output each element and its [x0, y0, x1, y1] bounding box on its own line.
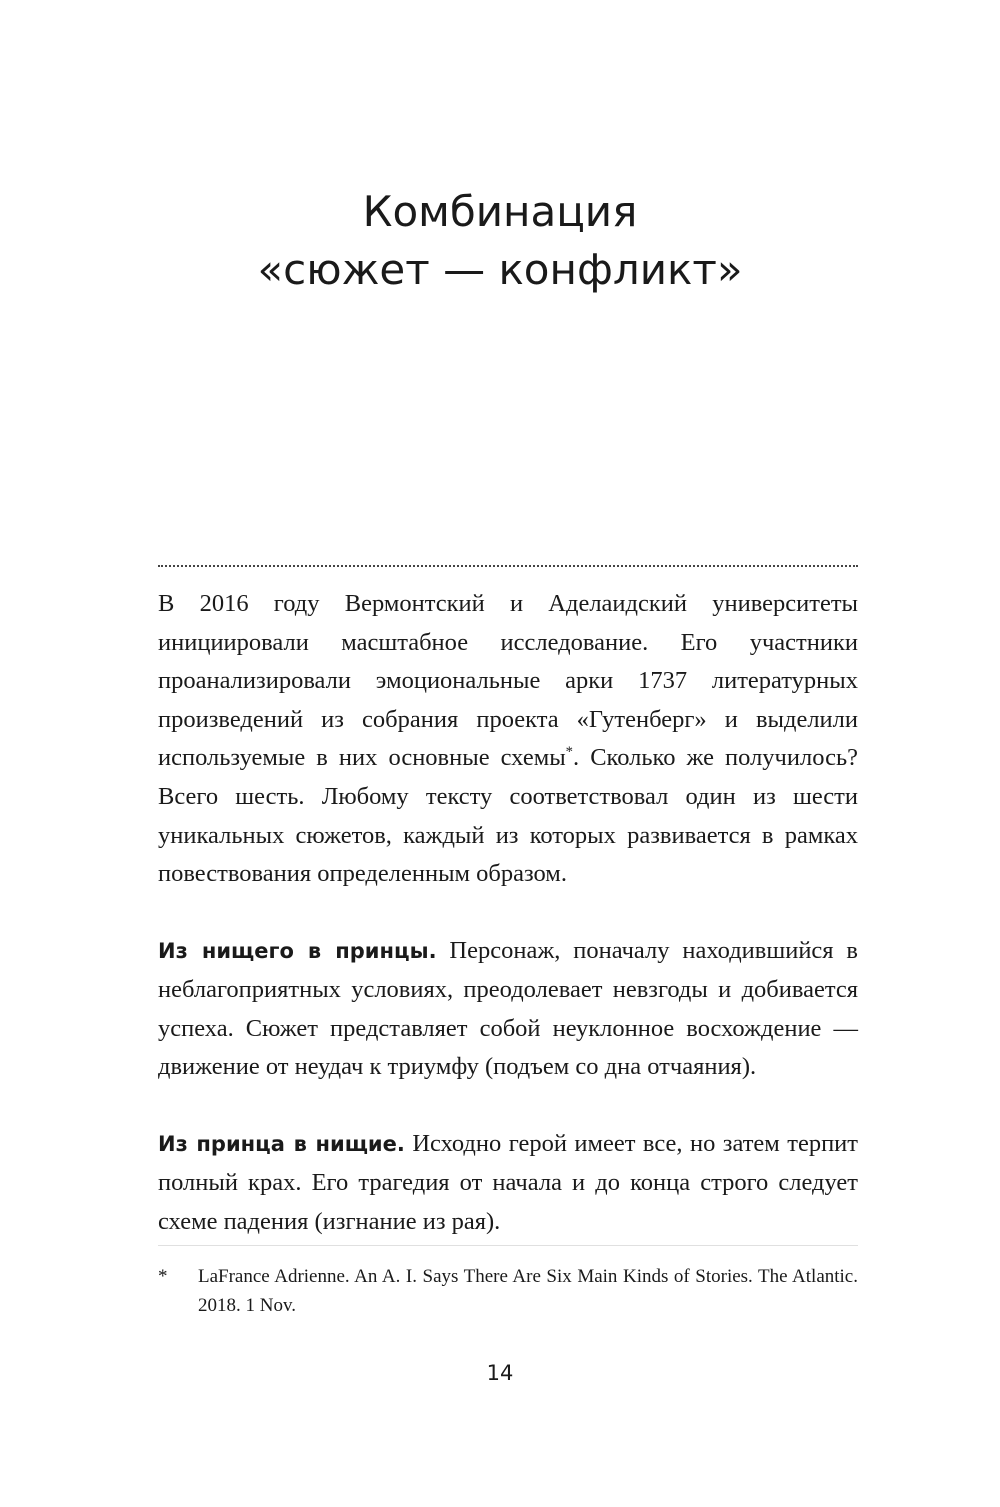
chapter-title — [0, 183, 1000, 299]
plot-description: Персонаж, поначалу находившийся в неблагоприятных условиях, преодолевает невзгоды и добивается успеха. Сюжет представляет собой неуклонное восхождение — движение от неудач к триумфу (подъем со дна отчаяния). — [158, 937, 858, 1081]
footnote-divider — [158, 1245, 858, 1246]
plot-paragraph-riches-to-rags — [158, 1125, 858, 1241]
body-text — [158, 585, 858, 1241]
plot-paragraph-rags-to-riches — [158, 932, 858, 1086]
intro-text-part-2: . Сколько же получилось? Всего шесть. Любому тексту соответствовал один из шести уникальных сюжетов, каждый из которых развивается в рамках повествования определенным образом. — [158, 744, 858, 888]
intro-text-part-1: В 2016 году Вермонтский и Аделаидский университеты инициировали масштабное исследование. Его участники проанализировали эмоциональные арки 1737 литературных произведений из собрания проекта «Гутенберг» и выделили используемые в них основные схемы — [158, 590, 858, 772]
footnote-text: LaFrance Adrienne. An A. I. Says There Are Six Main Kinds of Stories. The Atlantic. 2018. 1 Nov. — [198, 1266, 858, 1316]
footnote-reference: * — [565, 744, 574, 761]
intro-paragraph — [158, 585, 858, 894]
chapter-title-line-2: «сюжет — конфликт» — [257, 245, 743, 294]
chapter-title-line-1: Комбинация — [362, 187, 638, 236]
plot-term: Из принца в нищие. — [158, 1132, 405, 1157]
plot-description: Исходно герой имеет все, но затем терпит полный крах. Его трагедия от начала и до конца строго следует схеме падения (изгнание из рая). — [158, 1130, 859, 1235]
footnote — [158, 1262, 858, 1320]
plot-term: Из нищего в принцы. — [158, 939, 437, 964]
page-number: 14 — [486, 1361, 514, 1385]
dotted-divider — [158, 565, 858, 567]
footnote-mark: * — [158, 1266, 168, 1287]
